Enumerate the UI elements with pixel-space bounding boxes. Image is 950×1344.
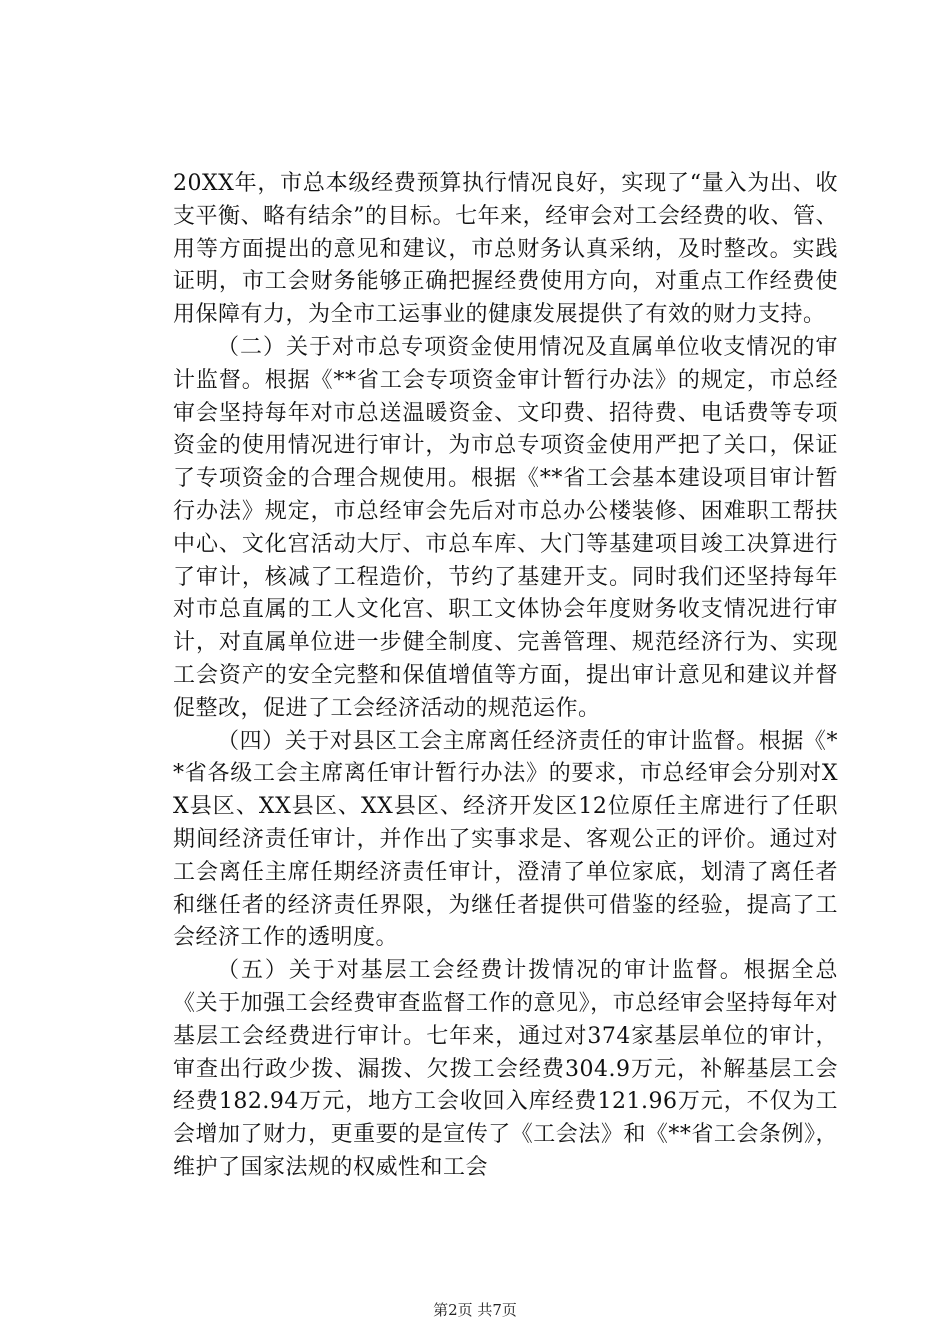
paragraph-budget-summary: 20XX年，市总本级经费预算执行情况良好，实现了“量入为出、收支平衡、略有结余”的目标。七年来，经审会对工会经费的收、管、用等方面提出的意见和建议，市总财务认真采纳，及时整改。实践证明，市工会财务能够正确把握经费使用方向，对重点工作经费使用保障有力，为全市工运事业的健康发展提供了有效的财力支持。 xyxy=(173,171,838,328)
page-footer xyxy=(0,1300,950,1320)
paragraph-chairman-departure-audit: （四）关于对县区工会主席离任经济责任的审计监督。根据《**省各级工会主席离任审计暂行办法》的要求，市总经审会分别对XX县区、XX县区、XX县区、经济开发区12位原任主席进行了任职期间经济责任审计，并作出了实事求是、客观公正的评价。通过对工会离任主席任期经济责任审计，澄清了单位家底，划清了离任者和继任者的经济责任界限，为继任者提供可借鉴的经验，提高了工会经济工作的透明度。 xyxy=(173,728,838,951)
paragraph-grassroots-funds-audit: （五）关于对基层工会经费计拨情况的审计监督。根据全总《关于加强工会经费审查监督工作的意见》，市总经审会坚持每年对基层工会经费进行审计。七年来，通过对374家基层单位的审计，审查出行政少拨、漏拨、欠拨工会经费304.9万元，补解基层工会经费182.94万元，地方工会收回入库经费121.96万元，不仅为工会增加了财力，更重要的是宣传了《工会法》和《**省工会条例》，维护了国家法规的权威性和工会 xyxy=(173,958,838,1180)
page-number: 第2页 共7页 xyxy=(433,1301,517,1319)
document-body xyxy=(173,168,838,1185)
paragraph-special-funds-audit: （二）关于对市总专项资金使用情况及直属单位收支情况的审计监督。根据《**省工会专项资金审计暂行办法》的规定，市总经审会坚持每年对市总送温暖资金、文印费、招待费、电话费等专项资金的使用情况进行审计，为市总专项资金使用严把了关口，保证了专项资金的合理合规使用。根据《**省工会基本建设项目审计暂行办法》规定，市总经审会先后对市总办公楼装修、困难职工帮扶中心、文化宫活动大厅、市总车库、大门等基建项目竣工决算进行了审计，核减了工程造价，节约了基建开支。同时我们还坚持每年对市总直属的工人文化宫、职工文体协会年度财务收支情况进行审计，对直属单位进一步健全制度、完善管理、规范经济行为、实现工会资产的安全完整和保值增值等方面，提出审计意见和建议并督促整改，促进了工会经济活动的规范运作。 xyxy=(173,334,838,721)
